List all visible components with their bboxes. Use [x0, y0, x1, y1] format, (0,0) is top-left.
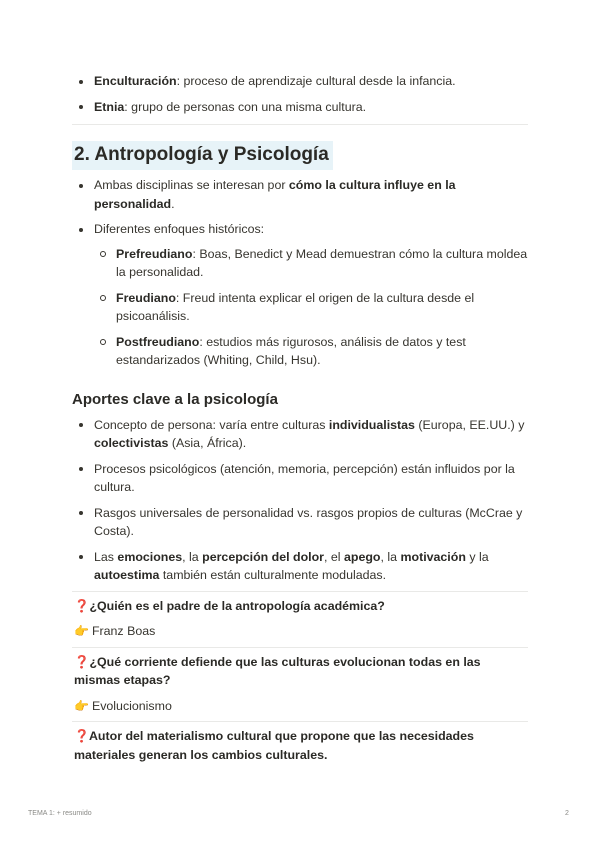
text: (Europa, EE.UU.) y — [414, 417, 525, 432]
list-item — [72, 460, 528, 497]
answer-1 — [72, 622, 528, 641]
pointing-hand-icon: 👉 — [74, 624, 89, 638]
answer-text: Franz Boas — [91, 624, 156, 638]
section-heading-wrap — [72, 141, 528, 170]
answer-2 — [72, 697, 528, 716]
list-item — [72, 176, 528, 213]
term: Etnia — [94, 99, 125, 114]
list-item — [72, 504, 528, 541]
question-mark-icon: ❓ — [74, 729, 90, 743]
bold-text: motivación — [400, 549, 466, 564]
divider — [72, 647, 528, 648]
sub-list-item — [94, 289, 528, 326]
text: Las — [94, 549, 118, 564]
footer-page-number: 2 — [565, 810, 569, 817]
page-content — [72, 72, 528, 764]
question-mark-icon: ❓ — [74, 598, 90, 613]
approaches-list — [94, 245, 528, 370]
question-text: ¿Quién es el padre de la antropología académica? — [89, 598, 385, 613]
footer-document-title: TEMA 1: + resumido — [28, 810, 92, 817]
text: Rasgos universales de personalidad vs. rasgos propios de culturas (McCrae y Costa). — [94, 505, 523, 538]
question-text: Autor del materialismo cultural que propone que las necesidades materiales generan los cambios culturales. — [74, 729, 474, 762]
text: Procesos psicológicos (atención, memoria, percepción) están influidos por la cultura. — [94, 461, 515, 494]
divider — [72, 124, 528, 125]
text: Ambas disciplinas se interesan por — [94, 178, 289, 192]
subsection-heading: Aportes clave a la psicología — [72, 390, 278, 408]
term: Postfreudiano — [116, 334, 200, 349]
bold-text: cómo la cultura influye en la personalidad — [94, 178, 456, 211]
text: también están culturalmente moduladas. — [159, 568, 387, 582]
bold-text: colectivistas — [94, 436, 169, 450]
term: Prefreudiano — [116, 246, 193, 261]
term: Enculturación — [94, 74, 177, 88]
list-item — [72, 416, 528, 453]
list-item — [72, 98, 528, 117]
definition: : grupo de personas con una misma cultura. — [124, 99, 367, 114]
question-1 — [72, 597, 528, 616]
definition-list — [72, 72, 528, 116]
text: y la — [465, 549, 489, 564]
text: . — [171, 196, 175, 211]
bold-text: emociones — [117, 549, 183, 564]
pointing-hand-icon: 👉 — [74, 698, 89, 713]
bold-text: individualistas — [328, 417, 415, 432]
list-item — [72, 548, 528, 585]
question-text: ¿Qué corriente defiende que las culturas evolucionan todas en las mismas etapas? — [74, 654, 481, 687]
term: Freudiano — [116, 290, 176, 305]
text: , la — [182, 549, 203, 564]
question-mark-icon: ❓ — [74, 654, 90, 669]
bold-text: percepción del dolor — [202, 549, 325, 564]
text: (Asia, África). — [168, 436, 247, 450]
question-2 — [72, 653, 528, 690]
question-3 — [72, 727, 528, 764]
definition: : Freud intenta explicar el origen de la cultura desde el psicoanálisis. — [116, 290, 475, 323]
text: , la — [380, 549, 401, 564]
definition: : Boas, Benedict y Mead demuestran cómo la cultura moldea la personalidad. — [116, 246, 528, 279]
sub-list-item — [94, 333, 528, 370]
divider — [72, 721, 528, 722]
divider — [72, 591, 528, 592]
list-item — [72, 220, 528, 239]
list-item — [72, 72, 528, 91]
definition: : proceso de aprendizaje cultural desde la infancia. — [176, 74, 456, 88]
section2-list — [72, 176, 528, 239]
bold-text: apego — [344, 549, 381, 564]
sub-list-item — [94, 245, 528, 282]
section-heading: 2. Antropología y Psicología — [72, 141, 333, 170]
bold-text: autoestima — [94, 568, 160, 582]
aportes-list — [72, 416, 528, 585]
text: Diferentes enfoques históricos: — [94, 222, 265, 236]
text: Concepto de persona: varía entre culturas — [94, 417, 329, 432]
definition: : estudios más rigurosos, análisis de datos y test estandarizados (Whiting, Child, Hsu). — [116, 334, 466, 367]
text: , el — [324, 549, 344, 564]
answer-text: Evolucionismo — [91, 698, 172, 713]
